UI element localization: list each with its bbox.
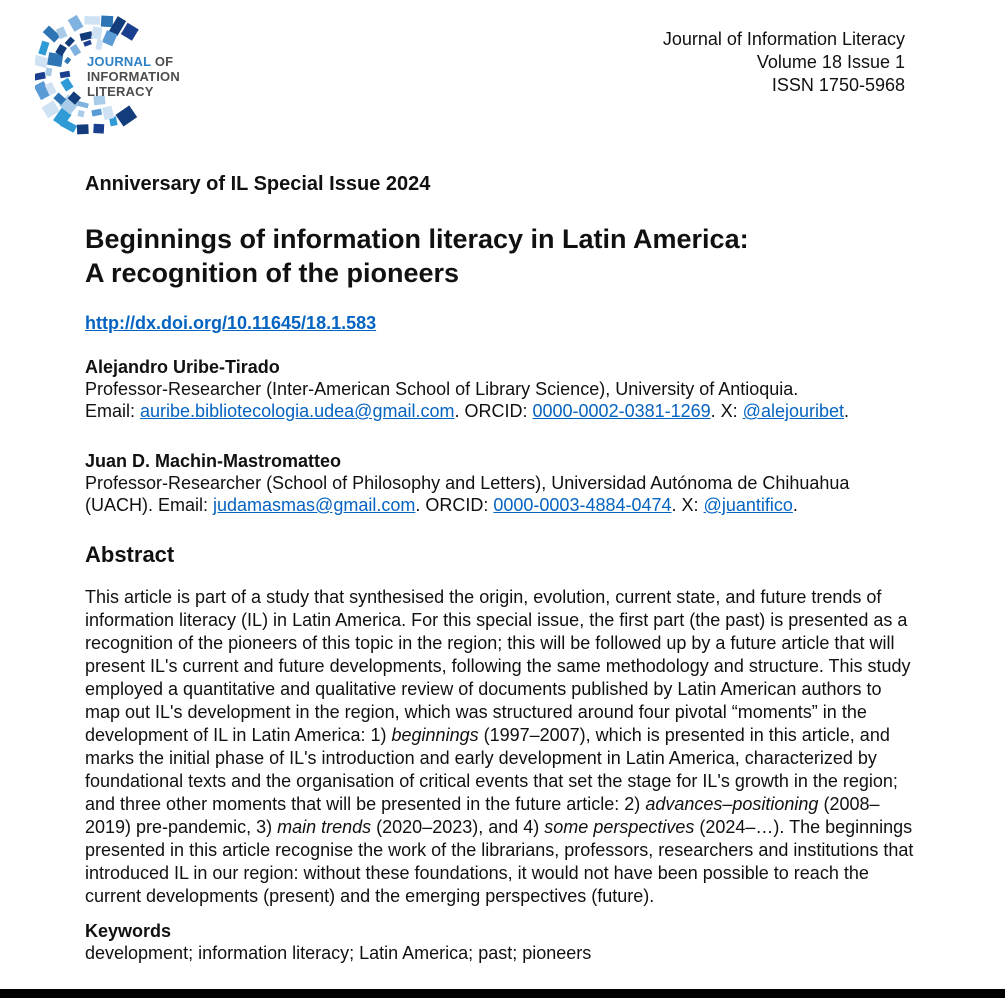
jil-logo: [35, 12, 210, 142]
special-issue-heading: Anniversary of IL Special Issue 2024: [85, 173, 431, 195]
doi-row: [85, 312, 920, 334]
jil-logo-graphic: [35, 12, 210, 142]
email-link[interactable]: judamasmas@gmail.com: [213, 495, 416, 515]
text-run: (2024–…). The beginnings presented in this article recognise the work of the librarians, professors, researchers and institutions that introduced IL in our region: without these foundations, it would not have been possible to reach the current developments (present) and the emerging perspectives (future).: [85, 817, 914, 906]
logo-tile: [84, 16, 100, 25]
logo-tile: [77, 101, 89, 108]
logo-text-line2: INFORMATION: [87, 69, 180, 84]
abstract-heading: Abstract: [85, 542, 175, 567]
logo-tile: [60, 71, 71, 79]
keywords-text: development; information literacy; Latin America; past; pioneers: [85, 943, 592, 963]
logo-tile: [102, 106, 114, 121]
logo-tile: [64, 57, 71, 64]
text-run: (2020–2023), and 4): [371, 817, 545, 837]
abstract-text: [85, 586, 920, 908]
author-name: Alejandro Uribe-Tirado: [85, 357, 280, 377]
text-run: (2008–2019) pre-pandemic, 3): [85, 794, 880, 837]
text-run: This article is part of a study that synthesised the origin, evolution, current state, and future trends of information literacy (IL) in Latin America. For this special issue, the first part (the past) is presented as a recognition of the pioneers of this topic in the region; this will be followed up by a future article that will present IL's current and future developments, following the same methodology and structure. This study employed a quantitative and qualitative review of documents published by Latin American authors to map out IL's development in the region, which was structured around four pivotal “moments” in the development of IL in Latin America: 1): [85, 587, 911, 745]
logo-text-line3: LITERACY: [87, 84, 154, 99]
logo-tile: [60, 78, 73, 92]
text-run: .: [792, 495, 798, 515]
logo-tile: [65, 37, 75, 47]
text-run: .: [844, 401, 850, 421]
page-header: [0, 0, 1005, 144]
text-run: . X:: [671, 495, 704, 515]
text-run: . ORCID:: [415, 495, 494, 515]
logo-tile: [80, 31, 93, 41]
x-handle-link[interactable]: @alejouribet: [742, 401, 845, 421]
logo-tile: [91, 26, 103, 40]
text-run: main trends: [277, 817, 372, 837]
text-run: Professor-Researcher (School of Philosophy and Letters), Universidad Autónoma de Chihuahua: [85, 473, 850, 493]
author-contact: [85, 400, 920, 422]
doi-link[interactable]: http://dx.doi.org/10.11645/18.1.583: [85, 313, 377, 333]
article-title-line1: Beginnings of information literacy in Latin America:: [85, 224, 749, 254]
keywords-heading: Keywords: [85, 921, 172, 941]
author-affiliation: Professor-Researcher (Inter-American School of Library Science), University of Antioquia.: [85, 379, 799, 399]
author-block-1: [85, 356, 920, 422]
author-affiliation-contact: [85, 472, 920, 516]
logo-tile: [43, 25, 61, 42]
logo-tile: [38, 41, 49, 56]
logo-tile: [101, 15, 114, 27]
logo-tile: [77, 124, 89, 134]
logo-tile: [70, 44, 81, 56]
logo-tile: [83, 40, 92, 47]
logo-tile: [115, 105, 137, 126]
x-handle-link[interactable]: @juantifico: [703, 495, 793, 515]
logo-tile: [35, 55, 49, 68]
text-run: beginnings: [391, 725, 479, 745]
text-run: Email:: [85, 401, 141, 421]
text-run: some perspectives: [544, 817, 695, 837]
logo-text-line1: [87, 54, 173, 69]
text-run: . X:: [710, 401, 743, 421]
journal-name: Journal of Information Literacy: [662, 29, 905, 49]
text-run: (UACH). Email:: [85, 495, 214, 515]
journal-masthead: [663, 28, 905, 97]
logo-tile: [93, 124, 104, 134]
orcid-link[interactable]: 0000-0002-0381-1269: [532, 401, 711, 421]
article-title-line2: A recognition of the pioneers: [85, 258, 460, 288]
text-run: advances–positioning: [645, 794, 819, 814]
logo-tile: [45, 68, 52, 77]
volume-issue: Volume 18 Issue 1: [756, 52, 905, 72]
issn: ISSN 1750-5968: [771, 75, 905, 95]
article-content: [0, 172, 1005, 964]
logo-tile: [77, 110, 84, 118]
logo-tile: [91, 109, 102, 117]
footer-rule: [0, 989, 1005, 998]
logo-tile: [95, 39, 103, 50]
logo-word-of: OF: [151, 54, 174, 69]
logo-tile: [68, 15, 84, 32]
author-block-2: [85, 450, 920, 516]
logo-word-journal: JOURNAL: [87, 54, 152, 69]
text-run: . ORCID:: [454, 401, 533, 421]
article-title: [85, 222, 920, 290]
email-link[interactable]: auribe.bibliotecologia.udea@gmail.com: [140, 401, 455, 421]
logo-tile: [35, 72, 46, 81]
orcid-link[interactable]: 0000-0003-4884-0474: [493, 495, 672, 515]
text-run: (1997–2007), which is presented in this article, and marks the initial phase of IL's introduction and early development in Latin America, characterized by foundational texts and the organisation of critical events that set the stage for IL's growth in the region; and three other moments that will be presented in the future article: 2): [85, 725, 898, 814]
author-name: Juan D. Machin-Mastromatteo: [85, 451, 342, 471]
